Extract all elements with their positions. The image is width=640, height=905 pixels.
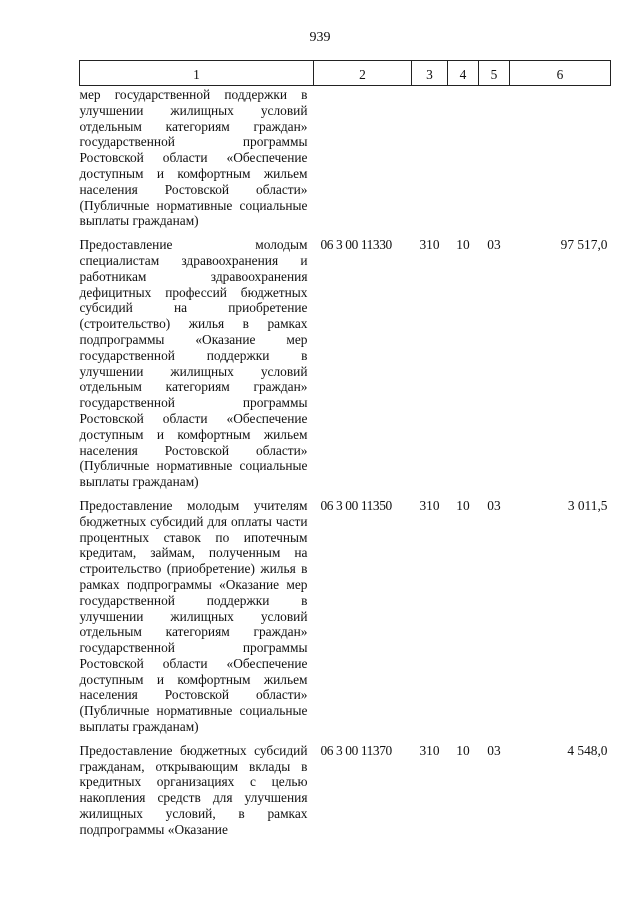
page-number: 939 [309, 30, 331, 45]
table-header-row [80, 61, 611, 86]
row-subsection: 03 [487, 497, 501, 513]
row-target-code: 06 3 00 11350 [320, 497, 392, 513]
column-header-5: 5 [479, 61, 510, 86]
row-expense-type [412, 86, 448, 238]
budget-table [79, 60, 611, 846]
table-row [80, 86, 611, 238]
row-subsection: 03 [487, 742, 501, 758]
column-header-6: 6 [510, 61, 611, 86]
row-section: 10 [456, 237, 470, 253]
row-target-code: 06 3 00 11370 [320, 742, 392, 758]
row-section [448, 86, 479, 238]
row-description: Предоставление молодым учителям бюджетных субсидий для оплаты части процентных ставок по ипотечным кредитам, займам, полученным на строительство (приобретение) жилья в рамках подпрограммы «Оказание мер государственной поддержки в улучшении жилищных условий отдельным категориям граждан» государственной программы Ростовской области «Обеспечение доступным и комфортным жильем населения Ростовской области» (Публичные нормативные социальные выплаты гражданам) [79, 497, 308, 735]
row-description: мер государственной поддержки в улучшении жилищных условий отдельным категориям граждан» государственной программы Ростовской области «Обеспечение доступным и комфортным жильем населения Ростовской области» (Публичные нормативные социальные выплаты гражданам) [79, 87, 308, 229]
row-description: Предоставление молодым специалистам здравоохранения и работникам здравоохранения дефицитных профессий бюджетных субсидий на приобретение (строительство) жилья в рамках подпрограммы «Оказание мер государственной поддержки в улучшении жилищных условий отдельным категориям граждан» государственной программы Ростовской области «Обеспечение доступным и комфортным жильем населения Ростовской области» (Публичные нормативные социальные выплаты гражданам) [79, 237, 308, 490]
row-target-code: 06 3 00 11330 [320, 237, 392, 253]
row-target-code [314, 86, 412, 238]
row-subsection [479, 86, 510, 238]
row-amount [510, 86, 611, 238]
table-row [80, 498, 611, 743]
row-expense-type: 310 [419, 497, 440, 513]
column-header-1: 1 [80, 61, 314, 86]
column-header-3: 3 [412, 61, 448, 86]
table-row [80, 743, 611, 846]
row-expense-type: 310 [419, 237, 440, 253]
column-header-2: 2 [314, 61, 412, 86]
row-expense-type: 310 [419, 742, 440, 758]
row-amount: 97 517,0 [560, 237, 608, 253]
row-description: Предоставление бюджетных субсидий гражданам, открывающим вклады в кредитных организациях с целью накопления средств для улучшения жилищных условий, в рамках подпрограммы «Оказание [79, 742, 308, 837]
column-header-4: 4 [448, 61, 479, 86]
row-amount: 3 011,5 [567, 497, 608, 513]
row-section: 10 [456, 742, 470, 758]
row-subsection: 03 [487, 237, 501, 253]
row-amount: 4 548,0 [567, 742, 608, 758]
table-row [80, 237, 611, 498]
row-section: 10 [456, 497, 470, 513]
